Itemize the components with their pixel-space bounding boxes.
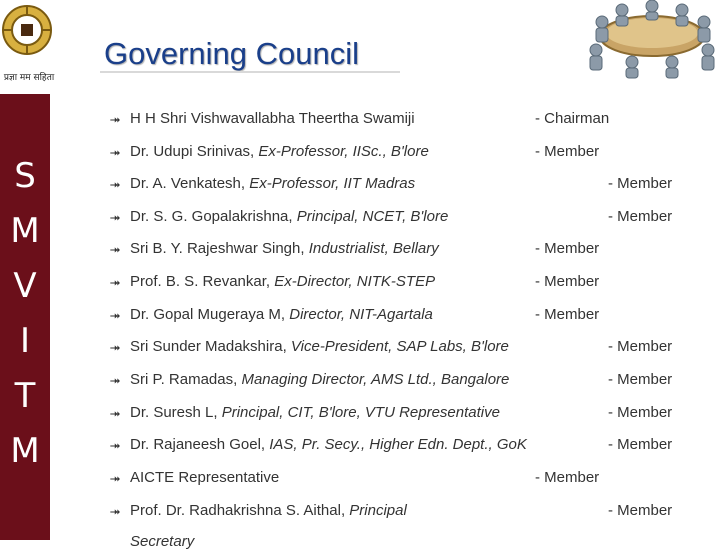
member-role: - Member: [608, 338, 673, 355]
bullet-icon: ⯮: [110, 470, 121, 485]
bullet-icon: ⯮: [110, 111, 121, 126]
member-role: - Member: [535, 143, 600, 160]
bullet-icon: ⯮: [110, 209, 121, 224]
member-role: - Member: [608, 436, 673, 453]
title-divider: [100, 71, 400, 73]
member-name: H H Shri Vishwavallabha Theertha Swamiji: [130, 110, 415, 127]
bullet-icon: ⯮: [110, 437, 121, 452]
bullet-icon: ⯮: [110, 144, 121, 159]
member-role: - Member: [535, 240, 600, 257]
meeting-table-illustration: [572, 0, 720, 80]
bullet-icon: ⯮: [110, 405, 121, 420]
member-name: Dr. Udupi Srinivas, Ex-Professor, IISc., B'lore: [130, 143, 429, 160]
member-role: - Member: [608, 371, 673, 388]
overflow-text: Secretary: [130, 533, 195, 550]
member-role: - Member: [535, 469, 600, 486]
member-role: - Member: [608, 502, 673, 519]
member-name: Dr. S. G. Gopalakrishna, Principal, NCET, B'lore: [130, 208, 449, 225]
bullet-icon: ⯮: [110, 307, 121, 322]
bullet-icon: ⯮: [110, 274, 121, 289]
bullet-icon: ⯮: [110, 372, 121, 387]
sidebar-letter: S: [14, 156, 36, 196]
member-name: Sri P. Ramadas, Managing Director, AMS Ltd., Bangalore: [130, 371, 510, 388]
member-name: Dr. Rajaneesh Goel, IAS, Pr. Secy., Higher Edn. Dept., GoK: [130, 436, 527, 453]
bullet-icon: ⯮: [110, 241, 121, 256]
institute-logo: [0, 0, 58, 90]
member-role: - Member: [535, 306, 600, 323]
sidebar-letter: T: [14, 376, 36, 416]
page-title: Governing Council: [104, 36, 360, 71]
bullet-icon: ⯮: [110, 176, 121, 191]
member-name: Prof. B. S. Revankar, Ex-Director, NITK-STEP: [130, 273, 436, 290]
member-role: - Member: [608, 175, 673, 192]
member-role: - Chairman: [535, 110, 610, 127]
member-name: AICTE Representative: [130, 469, 280, 486]
member-role: - Member: [535, 273, 600, 290]
member-name: Dr. Suresh L, Principal, CIT, B'lore, VTU Representative: [130, 404, 500, 421]
member-name: Prof. Dr. Radhakrishna S. Aithal, Principal: [130, 502, 407, 519]
member-role: - Member: [608, 404, 673, 421]
logo-caption: प्रज्ञा मम सहिता: [3, 73, 55, 83]
sidebar-banner: [0, 94, 50, 540]
member-name: Dr. A. Venkatesh, Ex-Professor, IIT Madras: [130, 175, 416, 192]
sidebar-letter: M: [10, 211, 40, 251]
bullet-icon: ⯮: [110, 503, 121, 518]
member-role: - Member: [608, 208, 673, 225]
member-name: Sri Sunder Madakshira, Vice-President, SAP Labs, B'lore: [130, 338, 509, 355]
sidebar-letter: M: [10, 431, 40, 471]
sidebar-letter: I: [19, 321, 31, 361]
bullet-icon: ⯮: [110, 339, 121, 354]
member-name: Sri B. Y. Rajeshwar Singh, Industrialist, Bellary: [130, 240, 439, 257]
sidebar-letter: V: [13, 266, 37, 306]
member-name: Dr. Gopal Mugeraya M, Director, NIT-Agartala: [130, 306, 433, 323]
